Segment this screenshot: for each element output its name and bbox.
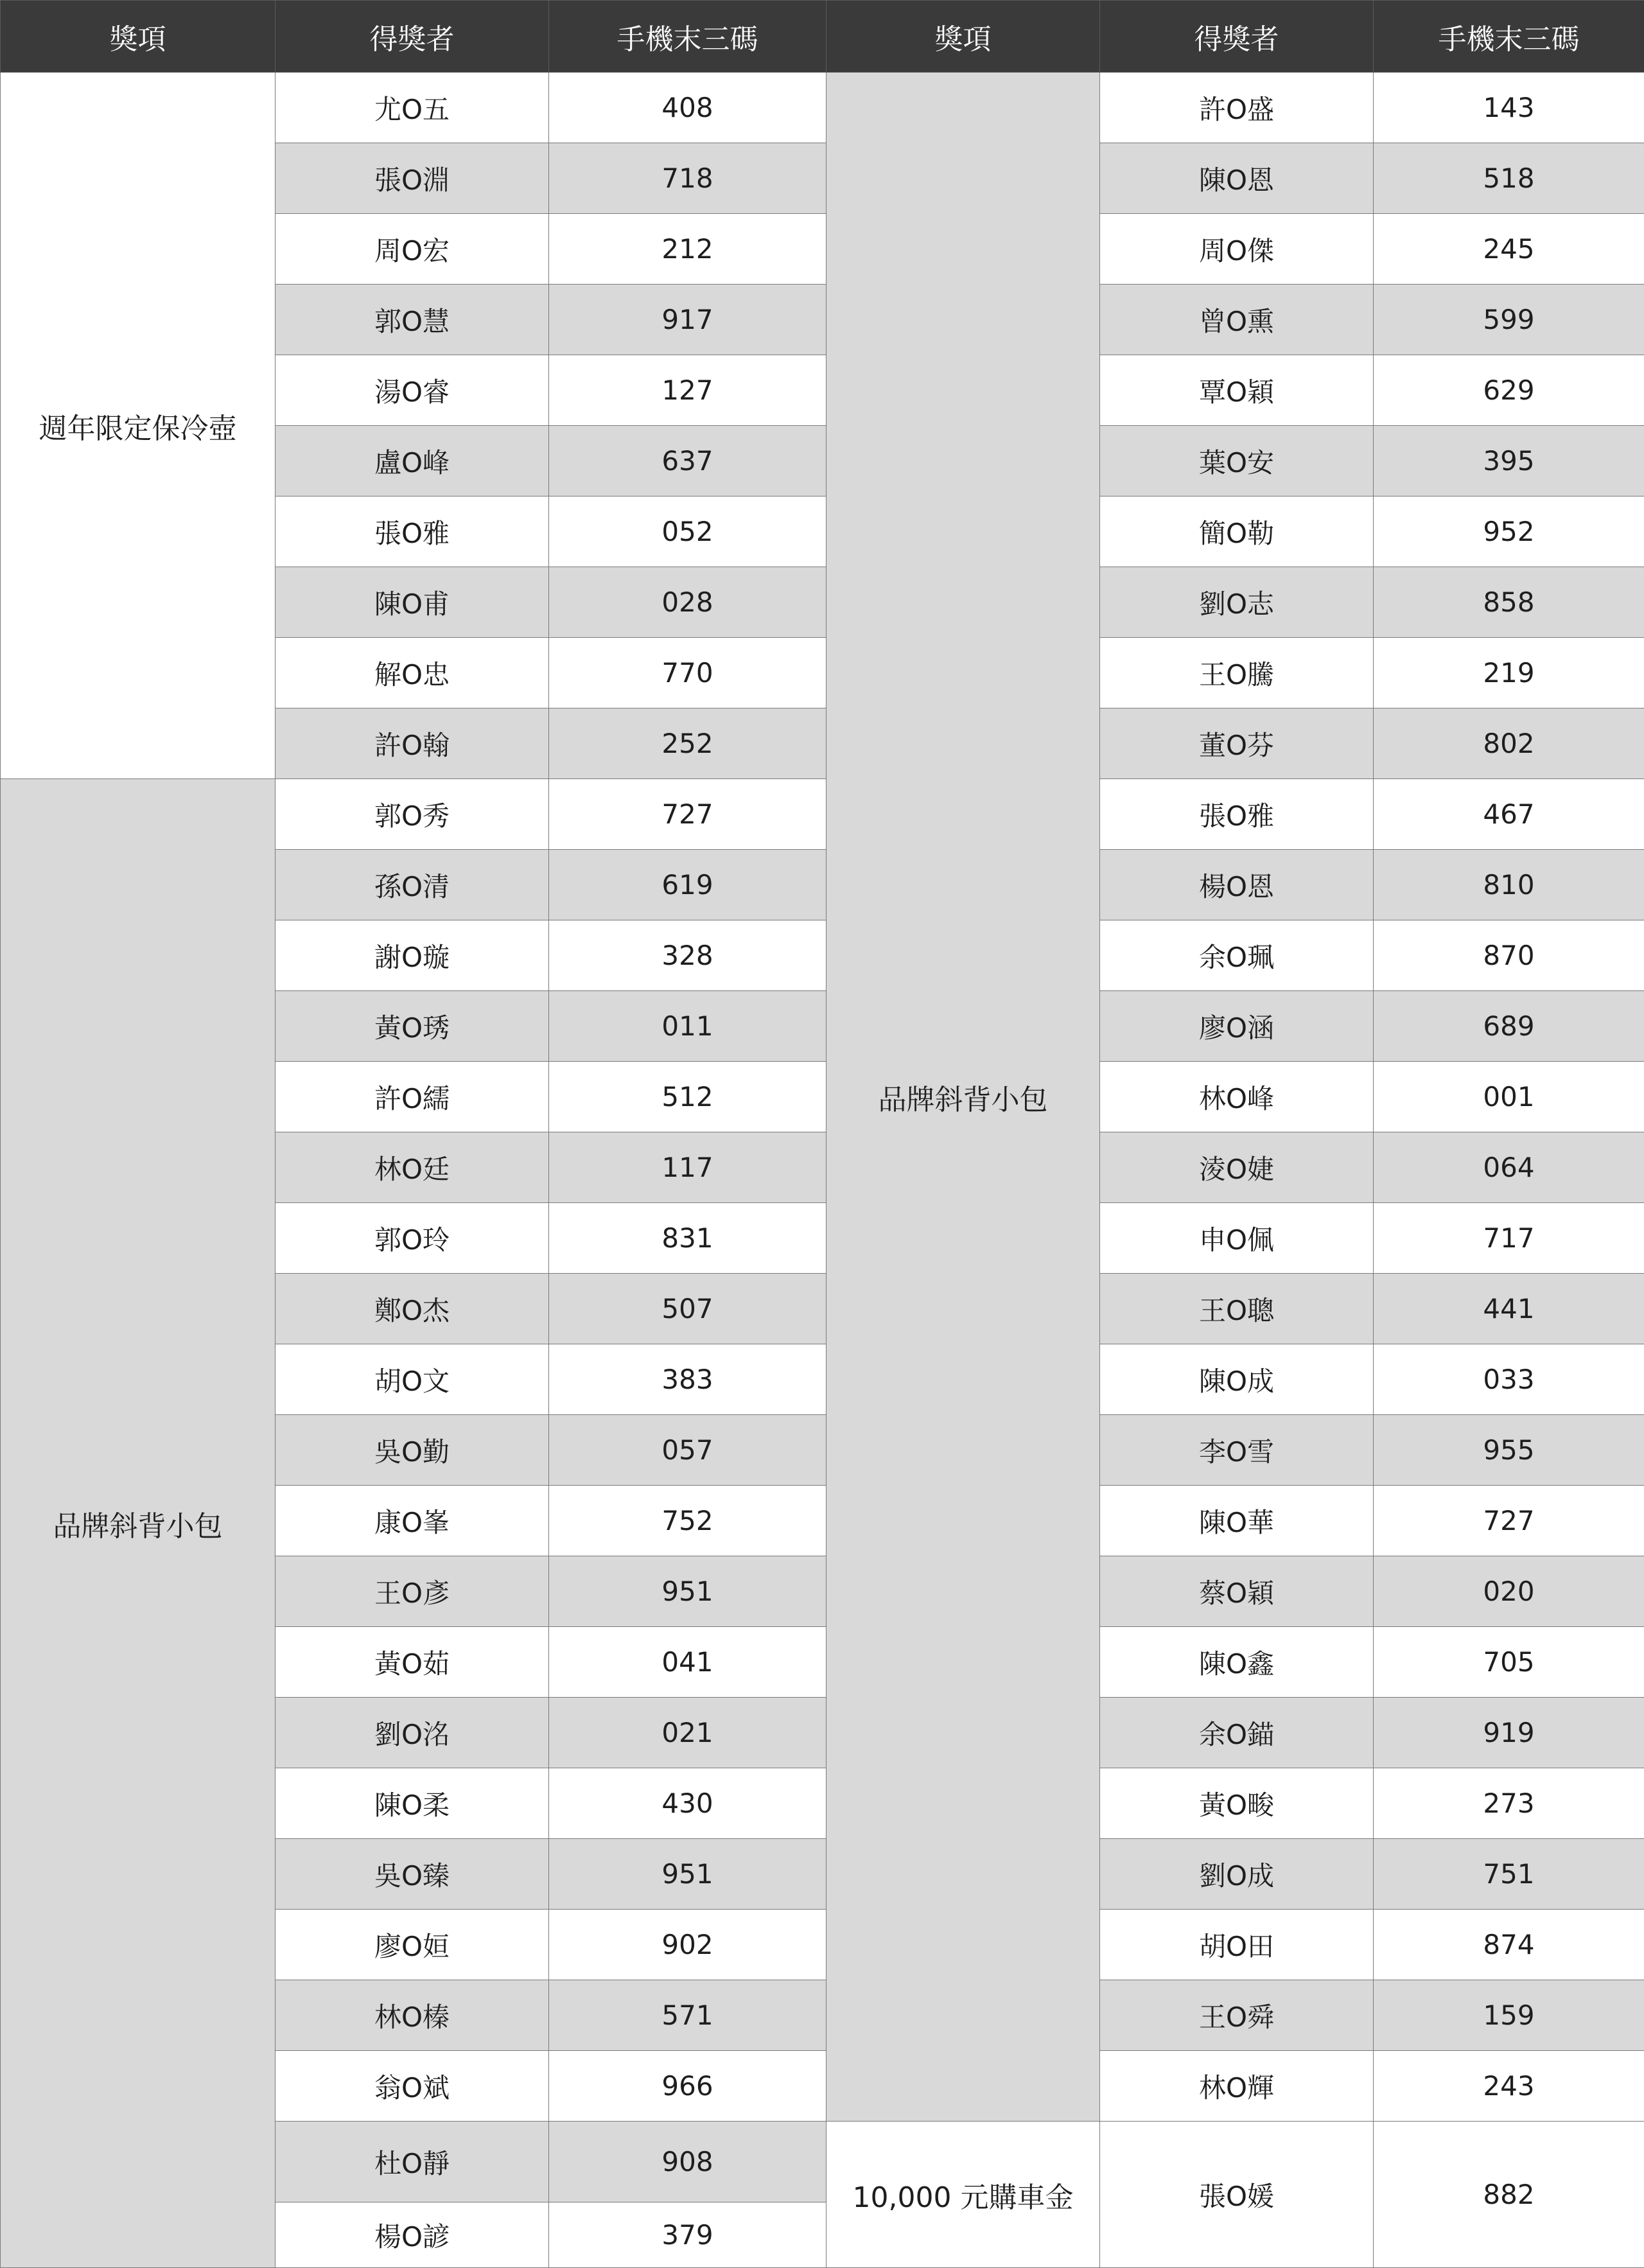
prize-cell: 週年限定保冷壺: [1, 73, 275, 779]
winner-name: 張O雅: [1100, 779, 1374, 850]
phone-last-three: 717: [1374, 1203, 1644, 1274]
phone-last-three: 955: [1374, 1415, 1644, 1486]
winner-name: 廖O姮: [275, 1910, 549, 1980]
winner-name: 王O聰: [1100, 1274, 1374, 1344]
phone-last-three: 858: [1374, 567, 1644, 638]
winner-name: 周O宏: [275, 214, 549, 285]
phone-last-three: 064: [1374, 1132, 1644, 1203]
header-winner: 得獎者: [275, 1, 549, 73]
phone-last-three: 637: [549, 426, 826, 497]
table-row: [826, 2122, 1644, 2268]
phone-last-three: 951: [549, 1839, 826, 1910]
phone-last-three: 127: [549, 355, 826, 426]
winner-name: 余O珮: [1100, 920, 1374, 991]
phone-last-three: 243: [1374, 2051, 1644, 2122]
header-phone: 手機末三碼: [549, 1, 826, 73]
winner-name: 周O傑: [1100, 214, 1374, 285]
header-prize: 獎項: [1, 1, 275, 73]
phone-last-three: 810: [1374, 850, 1644, 920]
prize-cell: 品牌斜背小包: [1, 779, 275, 2268]
winner-name: 陳O成: [1100, 1344, 1374, 1415]
prize-cell: 10,000 元購車金: [826, 2122, 1100, 2268]
phone-last-three: 252: [549, 708, 826, 779]
winner-name: 吳O臻: [275, 1839, 549, 1910]
phone-last-three: 619: [549, 850, 826, 920]
phone-last-three: 770: [549, 638, 826, 708]
phone-last-three: 599: [1374, 285, 1644, 355]
phone-last-three: 718: [549, 143, 826, 214]
winner-name: 覃O穎: [1100, 355, 1374, 426]
phone-last-three: 028: [549, 567, 826, 638]
winner-name: 陳O恩: [1100, 143, 1374, 214]
phone-last-three: 052: [549, 497, 826, 567]
header-row: [826, 1, 1644, 73]
winner-name: 楊O恩: [1100, 850, 1374, 920]
winner-name: 謝O璇: [275, 920, 549, 991]
phone-last-three: 727: [1374, 1486, 1644, 1556]
winner-name: 張O雅: [275, 497, 549, 567]
winner-name: 盧O峰: [275, 426, 549, 497]
phone-last-three: 831: [549, 1203, 826, 1274]
winner-name: 林O峰: [1100, 1062, 1374, 1132]
phone-last-three: 117: [549, 1132, 826, 1203]
phone-last-three: 802: [1374, 708, 1644, 779]
winner-name: 尤O五: [275, 73, 549, 143]
phone-last-three: 383: [549, 1344, 826, 1415]
phone-last-three: 143: [1374, 73, 1644, 143]
phone-last-three: 245: [1374, 214, 1644, 285]
phone-last-three: 379: [549, 2202, 826, 2268]
winner-name: 許O盛: [1100, 73, 1374, 143]
table-row: [1, 73, 826, 143]
winner-name: 許O翰: [275, 708, 549, 779]
winner-name: 鄭O杰: [275, 1274, 549, 1344]
winner-name: 陳O鑫: [1100, 1627, 1374, 1698]
winner-name: 李O雪: [1100, 1415, 1374, 1486]
phone-last-three: 908: [549, 2122, 826, 2202]
phone-last-three: 919: [1374, 1698, 1644, 1768]
winner-name: 申O佩: [1100, 1203, 1374, 1274]
header-phone: 手機末三碼: [1374, 1, 1644, 73]
phone-last-three: 159: [1374, 1980, 1644, 2051]
winner-name: 黃O琇: [275, 991, 549, 1062]
winner-name: 胡O田: [1100, 1910, 1374, 1980]
phone-last-three: 518: [1374, 143, 1644, 214]
phone-last-three: 328: [549, 920, 826, 991]
winner-name: 康O峯: [275, 1486, 549, 1556]
phone-last-three: 011: [549, 991, 826, 1062]
winner-name: 王O騰: [1100, 638, 1374, 708]
winner-name: 王O彥: [275, 1556, 549, 1627]
winner-name: 董O芬: [1100, 708, 1374, 779]
winner-name: 林O廷: [275, 1132, 549, 1203]
phone-last-three: 219: [1374, 638, 1644, 708]
winner-name: 郭O慧: [275, 285, 549, 355]
winner-name: 解O忠: [275, 638, 549, 708]
winner-name: 張O媛: [1100, 2122, 1374, 2268]
phone-last-three: 408: [549, 73, 826, 143]
winner-name: 黃O畯: [1100, 1768, 1374, 1839]
phone-last-three: 512: [549, 1062, 826, 1132]
phone-last-three: 874: [1374, 1910, 1644, 1980]
winner-name: 陳O華: [1100, 1486, 1374, 1556]
winner-name: 曾O熏: [1100, 285, 1374, 355]
phone-last-three: 430: [549, 1768, 826, 1839]
phone-last-three: 571: [549, 1980, 826, 2051]
winner-name: 王O舜: [1100, 1980, 1374, 2051]
winner-name: 廖O涵: [1100, 991, 1374, 1062]
phone-last-three: 966: [549, 2051, 826, 2122]
winner-name: 劉O志: [1100, 567, 1374, 638]
phone-last-three: 395: [1374, 426, 1644, 497]
winner-name: 胡O文: [275, 1344, 549, 1415]
winner-name: 郭O秀: [275, 779, 549, 850]
phone-last-three: 951: [549, 1556, 826, 1627]
phone-last-three: 917: [549, 285, 826, 355]
header-row: [1, 1, 826, 73]
phone-last-three: 041: [549, 1627, 826, 1698]
phone-last-three: 751: [1374, 1839, 1644, 1910]
phone-last-three: 507: [549, 1274, 826, 1344]
phone-last-three: 021: [549, 1698, 826, 1768]
prize-cell: 品牌斜背小包: [826, 73, 1100, 2122]
winner-name: 林O輝: [1100, 2051, 1374, 2122]
winner-name: 許O繻: [275, 1062, 549, 1132]
phone-last-three: 727: [549, 779, 826, 850]
phone-last-three: 870: [1374, 920, 1644, 991]
winner-name: 陳O柔: [275, 1768, 549, 1839]
phone-last-three: 629: [1374, 355, 1644, 426]
winner-name: 蔡O穎: [1100, 1556, 1374, 1627]
phone-last-three: 902: [549, 1910, 826, 1980]
phone-last-three: 001: [1374, 1062, 1644, 1132]
winner-name: 劉O洺: [275, 1698, 549, 1768]
winner-name: 余O錨: [1100, 1698, 1374, 1768]
header-winner: 得獎者: [1100, 1, 1374, 73]
winner-name: 黃O茹: [275, 1627, 549, 1698]
winners-table-right: [826, 0, 1644, 2268]
winner-name: 簡O勒: [1100, 497, 1374, 567]
winner-name: 湯O睿: [275, 355, 549, 426]
phone-last-three: 882: [1374, 2122, 1644, 2268]
winner-name: 楊O諺: [275, 2202, 549, 2268]
phone-last-three: 057: [549, 1415, 826, 1486]
phone-last-three: 212: [549, 214, 826, 285]
winner-name: 林O榛: [275, 1980, 549, 2051]
winner-name: 劉O成: [1100, 1839, 1374, 1910]
winner-name: 淩O婕: [1100, 1132, 1374, 1203]
header-prize: 獎項: [826, 1, 1100, 73]
phone-last-three: 752: [549, 1486, 826, 1556]
phone-last-three: 689: [1374, 991, 1644, 1062]
phone-last-three: 273: [1374, 1768, 1644, 1839]
winner-name: 翁O斌: [275, 2051, 549, 2122]
phone-last-three: 033: [1374, 1344, 1644, 1415]
winner-name: 葉O安: [1100, 426, 1374, 497]
phone-last-three: 467: [1374, 779, 1644, 850]
table-row: [1, 779, 826, 850]
winner-name: 吳O勤: [275, 1415, 549, 1486]
phone-last-three: 020: [1374, 1556, 1644, 1627]
phone-last-three: 441: [1374, 1274, 1644, 1344]
winner-name: 杜O靜: [275, 2122, 549, 2202]
winner-name: 張O淵: [275, 143, 549, 214]
winner-name: 陳O甫: [275, 567, 549, 638]
table-row: [826, 73, 1644, 143]
phone-last-three: 705: [1374, 1627, 1644, 1698]
winner-name: 郭O玲: [275, 1203, 549, 1274]
winner-name: 孫O清: [275, 850, 549, 920]
phone-last-three: 952: [1374, 497, 1644, 567]
